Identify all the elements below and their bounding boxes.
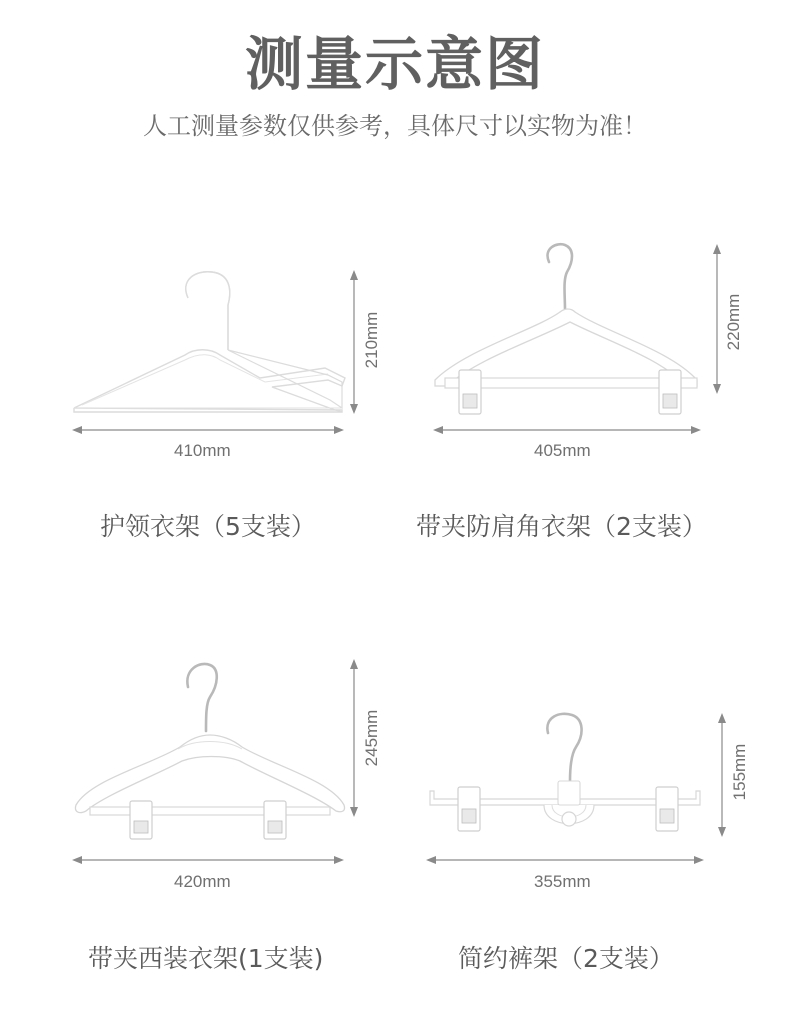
suit-hanger-image xyxy=(75,664,344,839)
item-1-caption: 护领衣架（5支装） xyxy=(100,512,316,541)
height-arrow xyxy=(713,244,721,394)
width-arrow xyxy=(72,856,344,864)
item-2-width-label: 405mm xyxy=(534,441,591,460)
item-2-caption: 带夹防肩角衣架（2支装） xyxy=(416,512,707,541)
width-arrow xyxy=(426,856,704,864)
page-title: 测量示意图 xyxy=(244,30,545,98)
pants-hanger-image xyxy=(430,714,700,831)
item-4-width-label: 355mm xyxy=(534,872,591,891)
page-subtitle: 人工测量参数仅供参考，具体尺寸以实物为准！ xyxy=(143,112,647,140)
width-arrow xyxy=(433,426,701,434)
collar-hanger-image xyxy=(74,272,345,412)
item-3-caption: 带夹西装衣架(1支装) xyxy=(88,944,324,973)
clip-shoulder-hanger-illustration xyxy=(425,240,745,450)
suit-hanger-illustration xyxy=(60,655,400,875)
item-1-width-label: 410mm xyxy=(174,441,231,460)
item-4-caption: 简约裤架（2支装） xyxy=(458,944,674,973)
item-3-height-label: 245mm xyxy=(362,709,381,767)
item-2-height-label: 220mm xyxy=(724,293,743,351)
height-arrow xyxy=(718,713,726,837)
item-4-height-label: 155mm xyxy=(730,743,749,801)
clip-shoulder-hanger-image xyxy=(435,244,697,414)
height-arrow xyxy=(350,270,358,414)
collar-hanger-illustration xyxy=(60,260,400,450)
item-3-width-label: 420mm xyxy=(174,872,231,891)
width-arrow xyxy=(72,426,344,434)
height-arrow xyxy=(350,659,358,817)
item-1-height-label: 210mm xyxy=(362,311,381,369)
pants-hanger-illustration xyxy=(420,705,750,875)
